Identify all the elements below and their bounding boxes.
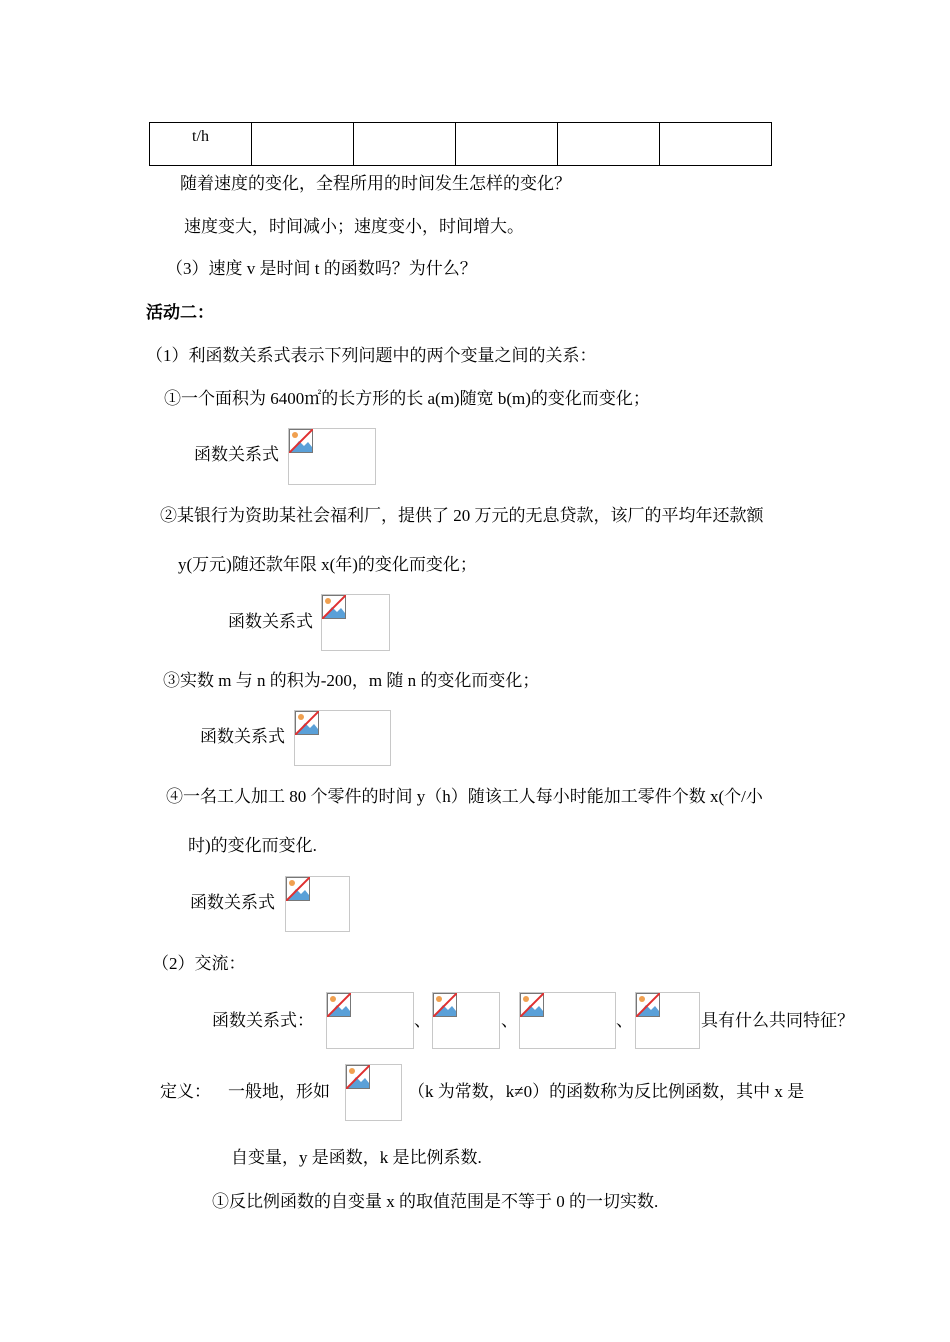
func-label-2: 函数关系式	[228, 612, 313, 631]
func-label-3: 函数关系式	[200, 727, 285, 746]
exchange-heading: （2）交流：	[152, 954, 246, 973]
broken-image-icon	[636, 993, 660, 1017]
formula-image-compare-3	[519, 992, 616, 1049]
formula-image-3	[294, 710, 391, 766]
definition-label: 定义：	[160, 1082, 211, 1101]
question-time-change: 随着速度的变化，全程所用的时间发生怎样的变化？	[180, 174, 571, 193]
activity-two-heading: 活动二：	[146, 303, 214, 322]
formula-image-definition	[345, 1064, 402, 1121]
formula-image-compare-4	[635, 992, 700, 1049]
broken-image-icon	[346, 1065, 370, 1089]
question-3: （3）速度 v 是时间 t 的函数吗？为什么？	[166, 259, 477, 278]
definition-part-3: 自变量，y 是函数，k 是比例系数.	[231, 1148, 482, 1167]
separator: 、	[414, 1011, 431, 1030]
table-cell	[660, 123, 772, 166]
formula-image-4	[285, 876, 350, 932]
item-4-line-1: ④一名工人加工 80 个零件的时间 y（h）随该工人每小时能加工零件个数 x(个/小	[166, 787, 763, 806]
formula-image-compare-1	[326, 992, 414, 1049]
table-cell	[354, 123, 456, 166]
table-cell	[252, 123, 354, 166]
table-header-cell: t/h	[150, 123, 252, 166]
func-label-1: 函数关系式	[194, 445, 279, 464]
note-1: ①反比例函数的自变量 x 的取值范围是不等于 0 的一切实数.	[212, 1192, 659, 1211]
formula-image-2	[321, 594, 390, 651]
item-2-line-2: y(万元)随还款年限 x(年)的变化而变化；	[178, 555, 477, 574]
broken-image-icon	[295, 711, 319, 735]
compare-question: 具有什么共同特征？	[701, 1011, 854, 1030]
broken-image-icon	[289, 429, 313, 453]
speed-time-table	[149, 122, 772, 166]
func-label-4: 函数关系式	[190, 893, 275, 912]
broken-image-icon	[433, 993, 457, 1017]
separator: 、	[501, 1011, 518, 1030]
item-1: ①一个面积为 6400㎡的长方形的长 a(m)随宽 b(m)的变化而变化；	[164, 389, 650, 408]
table-cell	[456, 123, 558, 166]
broken-image-icon	[327, 993, 351, 1017]
formula-image-compare-2	[432, 992, 500, 1049]
table-cell	[558, 123, 660, 166]
item-2-line-1: ②某银行为资助某社会福利厂，提供了 20 万元的无息贷款，该厂的平均年还款额	[160, 506, 764, 525]
item-3: ③实数 m 与 n 的积为-200，m 随 n 的变化而变化；	[163, 671, 540, 690]
broken-image-icon	[286, 877, 310, 901]
broken-image-icon	[322, 595, 346, 619]
broken-image-icon	[520, 993, 544, 1017]
answer-time-change: 速度变大，时间减小；速度变小，时间增大。	[184, 217, 524, 236]
compare-label: 函数关系式：	[212, 1011, 314, 1030]
formula-image-1	[288, 428, 376, 485]
item-4-line-2: 时)的变化而变化.	[188, 836, 317, 855]
definition-part-1: 一般地，形如	[228, 1082, 330, 1101]
task-1: （1）利函数关系式表示下列问题中的两个变量之间的关系：	[146, 346, 597, 365]
separator: 、	[616, 1011, 633, 1030]
definition-part-2: （k 为常数，k≠0）的函数称为反比例函数，其中 x 是	[408, 1082, 805, 1101]
